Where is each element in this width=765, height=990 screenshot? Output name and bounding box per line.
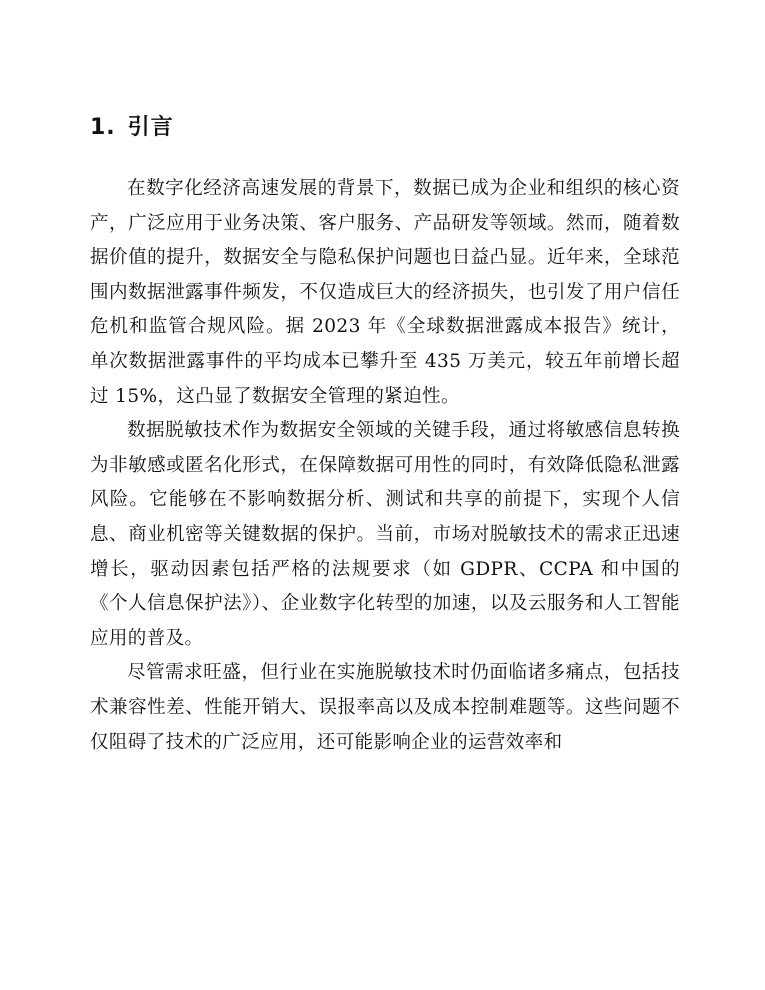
paragraph-2: 数据脱敏技术作为数据安全领域的关键手段，通过将敏感信息转换为非敏感或匿名化形式，在保障数据可用性的同时，有效降低隐私泄露风险。它能够在不影响数据分析、测试和共享的前提下，实现个人信息、商业机密等关键数据的保护。当前，市场对脱敏技术的需求正迅速增长，驱动因素包括严格的法规要求（如 GDPR、CCPA 和中国的《个人信息保护法》）、企业数字化转型的加速，以及云服务和人工智能应用的普及。 <box>90 420 680 649</box>
section-number: 1. <box>90 115 116 140</box>
body-text <box>90 172 680 760</box>
paragraph-1: 在数字化经济高速发展的背景下，数据已成为企业和组织的核心资产，广泛应用于业务决策、客户服务、产品研发等领域。然而，随着数据价值的提升，数据安全与隐私保护问题也日益凸显。近年来，全球范围内数据泄露事件频发，不仅造成巨大的经济损失，也引发了用户信任危机和监管合规风险。据 2023 年《全球数据泄露成本报告》统计，单次数据泄露事件的平均成本已攀升至 435 万美元，较五年前增长超过 15%，这凸显了数据安全管理的紧迫性。 <box>90 178 680 407</box>
section-title: 引言 <box>127 115 174 140</box>
paragraph-3: 尽管需求旺盛，但行业在实施脱敏技术时仍面临诸多痛点，包括技术兼容性差、性能开销大、误报率高以及成本控制难题等。这些问题不仅阻碍了技术的广泛应用，还可能影响企业的运营效率和 <box>90 662 680 753</box>
section-heading <box>90 112 174 144</box>
